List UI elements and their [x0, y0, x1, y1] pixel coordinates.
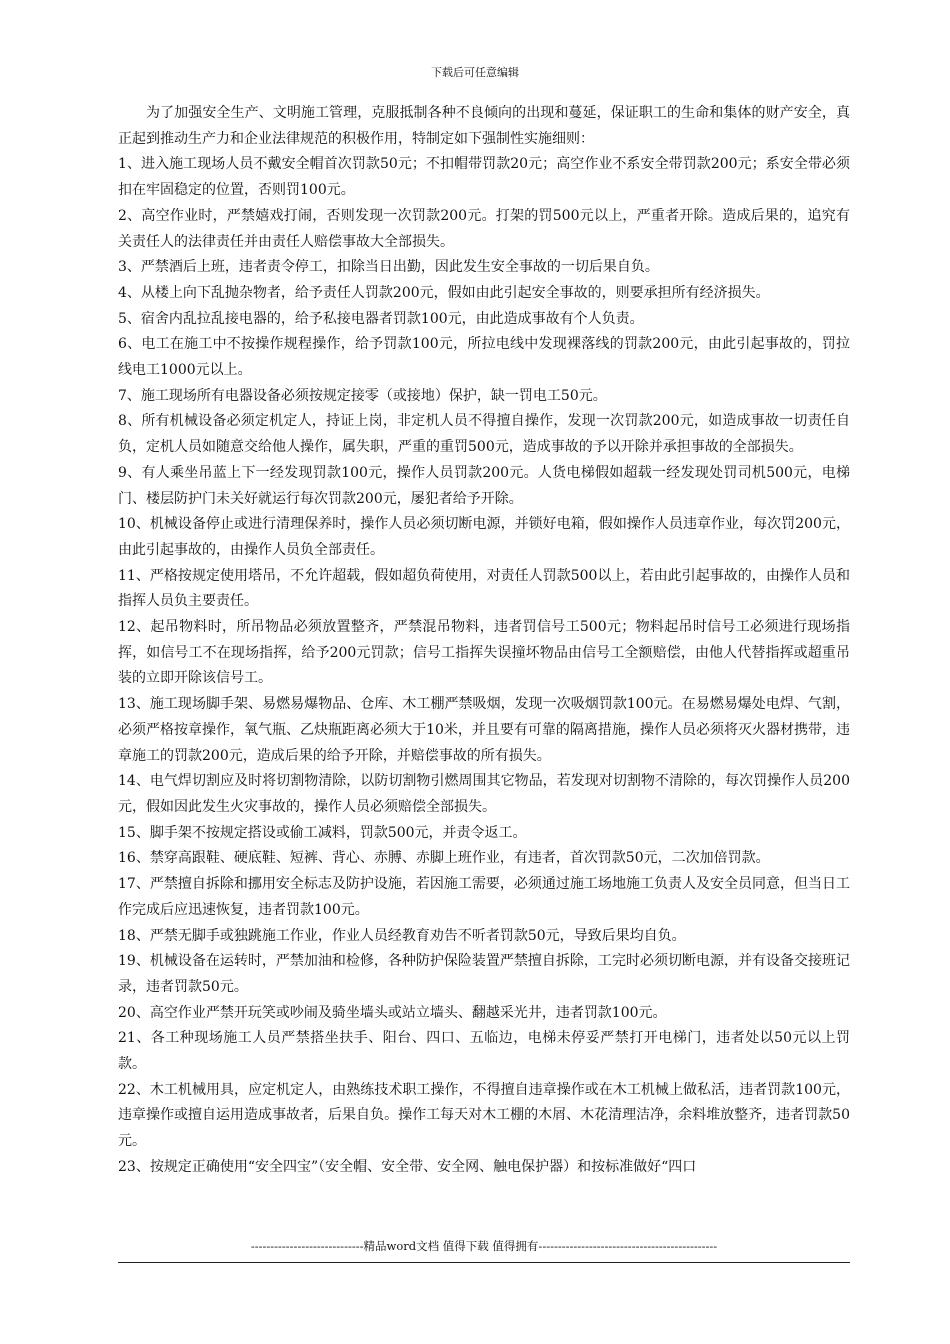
rule-item: 19、机械设备在运转时，严禁加油和检修，各种防护保险装置严禁擅自拆除，工完时必须切断电源，并有设备交接班记录，违者罚款50元。 [118, 953, 850, 995]
rule-item: 20、高空作业严禁开玩笑或吵闹及骑坐墙头或站立墙头、翻越采光井，违者罚款100元。 [118, 1004, 667, 1021]
document-body [118, 101, 850, 1181]
rule-item: 4、从楼上向下乱抛杂物者，给予责任人罚款200元，假如由此引起安全事故的，则要承担所有经济损失。 [118, 284, 770, 301]
rule-item: 11、严格按规定使用塔吊，不允许超载，假如超负荷使用，对责任人罚款500以上，若由此引起事故的，由操作人员和指挥人员负主要责任。 [118, 567, 850, 610]
rule-item: 2、高空作业时，严禁嬉戏打闹，否则发现一次罚款200元。打架的罚500元以上，严重者开除。造成后果的，追究有关责任人的法律责任并由责任人赔偿事故大全部损失。 [118, 207, 850, 250]
rule-item: 9、有人乘坐吊蓝上下一经发现罚款100元，操作人员罚款200元。人货电梯假如超载一经发现处罚司机500元，电梯门、楼层防护门未关好就运行每次罚款200元，屡犯者给予开除。 [118, 464, 850, 507]
rule-item: 6、电工在施工中不按操作规程操作，给予罚款100元，所拉电线中发现裸落线的罚款200元，由此引起事故的，罚拉线电工1000元以上。 [118, 336, 850, 379]
footer-divider [118, 1262, 850, 1263]
rule-item: 16、禁穿高跟鞋、硬底鞋、短裤、背心、赤膊、赤脚上班作业，有违者，首次罚款50元，二次加倍罚款。 [118, 850, 770, 867]
page-header: 下载后可任意编辑 [431, 66, 519, 79]
rule-item: 7、施工现场所有电器设备必须按规定接零（或接地）保护，缺一罚电工50元。 [118, 387, 607, 404]
rule-item: 5、宿舍内乱拉乱接电器的，给予私接电器者罚款100元，由此造成事故有个人负责。 [118, 310, 644, 327]
rule-item: 23、按规定正确使用“安全四宝”（安全帽、安全带、安全网、触电保护器）和按标准做好“四口 [118, 1158, 697, 1175]
rule-item: 12、起吊物料时，所吊物品必须放置整齐，严禁混吊物料，违者罚信号工500元；物料起吊时信号工必须进行现场指挥，如信号工不在现场指挥，给予200元罚款；信号工指挥失误撞坏物品由信号工全额赔偿，由他人代替指挥或超重吊装的立即开除该信号工。 [118, 619, 850, 687]
rule-item: 8、所有机械设备必须定机定人，持证上岗，非定机人员不得擅自操作，发现一次罚款200元，如造成事故一切责任自负，定机人员如随意交给他人操作，属失职，严重的重罚500元，造成事故的予以开除并承担事故的全部损失。 [118, 413, 850, 456]
rule-item: 3、严禁酒后上班，违者责令停工，扣除当日出勤，因此发生安全事故的一切后果自负。 [118, 259, 659, 276]
rule-item: 18、严禁无脚手或独跳施工作业，作业人员经教育劝告不听者罚款50元，导致后果均自负。 [118, 927, 686, 944]
rule-item: 21、各工种现场施工人员严禁搭坐扶手、阳台、四口、五临边，电梯未停妥严禁打开电梯门，违者处以50元以上罚款。 [118, 1030, 850, 1073]
rule-item: 1、进入施工现场人员不戴安全帽首次罚款50元；不扣帽带罚款20元；高空作业不系安全带罚款200元；系安全带必须扣在牢固稳定的位置，否则罚100元。 [118, 156, 850, 199]
rule-item: 17、严禁擅自拆除和挪用安全标志及防护设施，若因施工需要，必须通过施工场地施工负责人及安全员同意，但当日工作完成后应迅速恢复，违者罚款100元。 [118, 876, 850, 918]
rule-item: 22、木工机械用具，应定机定人，由熟练技术职工操作，不得擅自违章操作或在木工机械上做私活，违者罚款100元，违章操作或擅自运用造成事故者，后果自负。操作工每天对木工棚的木屑、木花清理洁净，余料堆放整齐，违者罚款50元。 [118, 1081, 850, 1150]
rule-item: 14、电气焊切割应及时将切割物清除，以防切割物引燃周围其它物品，若发现对切割物不清除的，每次罚操作人员200元，假如因此发生火灾事故的，操作人员必须赔偿全部损失。 [118, 773, 850, 815]
rule-item: 15、脚手架不按规定搭设或偷工减料，罚款500元，并责令返工。 [118, 824, 527, 841]
intro-paragraph: 为了加强安全生产、文明施工管理，克服抵制各种不良倾向的出现和蔓延，保证职工的生命和集体的财产安全，真正起到推动生产力和企业法律规范的积极作用，特制定如下强制性实施细则： [118, 105, 850, 147]
rule-item: 10、机械设备停止或进行清理保养时，操作人员必须切断电源，并锁好电箱，假如操作人员违章作业，每次罚200元，由此引起事故的，由操作人员负全部责任。 [118, 516, 850, 558]
page-footer: -----------------------------精品word文档 值得下载 值得拥有---------------------------------------------- [250, 1239, 718, 1253]
rule-item: 13、施工现场脚手架、易燃易爆物品、仓库、木工棚严禁吸烟，发现一次吸烟罚款100元。在易燃易爆处电焊、气割，必须严格按章操作，氧气瓶、乙炔瓶距离必须大于10米，并且要有可靠的隔离措施，操作人员必须将灭火器材携带，违章施工的罚款200元，造成后果的给予开除，并赔偿事故的所有损失。 [118, 696, 850, 764]
